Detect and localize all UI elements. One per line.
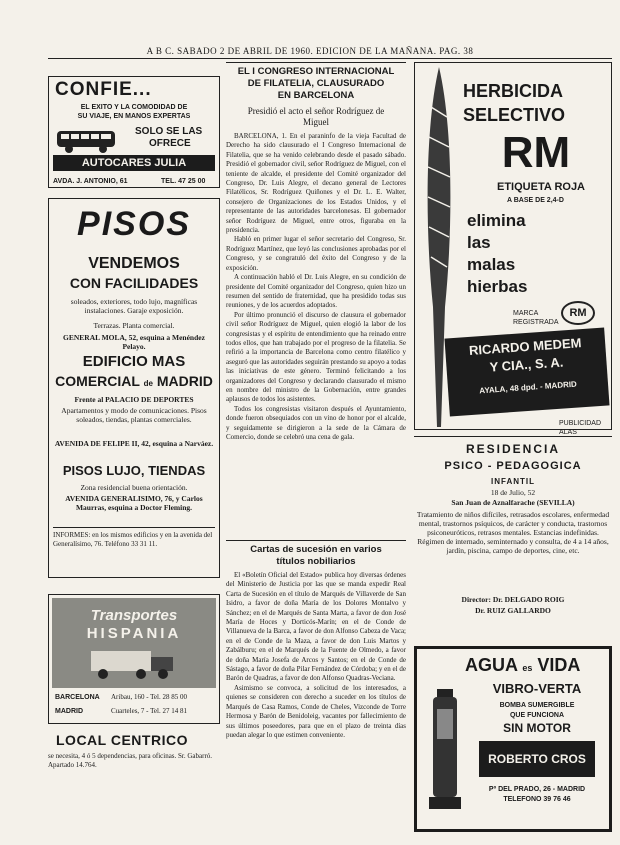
ad-residencia-director: Director: Dr. DELGADO ROIG xyxy=(461,595,565,604)
ad-agua-line4: SIN MOTOR xyxy=(503,721,571,735)
ad-pisos-headline4-a: COMERCIAL xyxy=(55,373,140,389)
ad-transportes-row2-text: Cuarteles, 7 - Tel. 27 14 81 xyxy=(111,707,187,715)
article1-headline3: EN BARCELONA xyxy=(277,90,355,101)
ad-herbicida xyxy=(414,62,612,436)
ad-herbicida-credit: PUBLICIDAD ALAS xyxy=(559,420,602,436)
ad-herbicida-slogan1: elimina xyxy=(467,211,526,230)
ad-residencia-title1: RESIDENCIA xyxy=(465,442,560,456)
ad-herbicida-label1: ETIQUETA ROJA xyxy=(497,181,586,193)
ad-herbicida-address: AYALA, 48 dpd. - MADRID xyxy=(479,379,578,396)
ad-residencia-title2: PSICO - PEDAGOGICA xyxy=(444,460,582,472)
ad-agua-title xyxy=(465,655,580,676)
pump-icon xyxy=(425,689,465,819)
ad-transportes-row2-city: MADRID xyxy=(55,708,83,715)
article-congreso xyxy=(226,66,406,536)
article1-p4: Por último pronunció el discurso de clausura el gobernador civil señor Rodríguez de Miguel, quien elogió la labor de los congresistas y el espíritu de entendimiento que ha reinado entre todos ellos, que han trabajado por el progreso de la filatelia. Se refirió a la importancia de Barcelona como centro filatélico y aseguró que las autoridades seguirán prestando su apoyo a todas las iniciativas de este género. Terminó felicitando a los organizadores del Congreso y declarando clausurado el mismo en nombre del ministro de la Gobernación, entre grandes aplausos de todos los asistentes. xyxy=(226,310,406,404)
ad-herbicida-company2: Y CIA., S. A. xyxy=(489,354,564,375)
ad-pisos-headline4 xyxy=(51,373,217,389)
ad-herbicida-label2: A BASE DE 2,4-D xyxy=(507,197,564,204)
article1-headline2: DE FILATELIA, CLAUSURADO xyxy=(247,78,385,89)
ad-residencia xyxy=(414,440,612,636)
ad-autocares-line4: OFRECE xyxy=(149,138,191,149)
ad-pisos-desc3: Frente al PALACIO DE DEPORTES xyxy=(74,395,194,404)
ad-pisos-headline4-c: MADRID xyxy=(156,373,213,389)
ad-autocares-line2: SU VIAJE, EN MANOS EXPERTAS xyxy=(77,113,191,120)
ad-residencia-address: 18 de Julio, 52 xyxy=(490,488,536,497)
article1-p3: A continuación habló el Dr. Luis Alegre, en su condición de presidente del Comité organizador del Congreso, quien hizo un resumen del sentido de fraternidad, que ha presidido todas sus reuniones, y de los acuerdos adoptados. xyxy=(226,273,406,310)
ad-pisos-addr1: GENERAL MOLA, 52, esquina a Menéndez Pelayo. xyxy=(63,333,205,351)
ad-pisos-desc4: Apartamentos y modo de comunicaciones. Pisos soleados, tiendas, plantas comerciales. xyxy=(61,406,207,424)
article1-p1: BARCELONA, 1. En el paraninfo de la vieja Facultad de Derecho ha sido clausurado el I Congreso Internacional de Filatelia, que se ha venido celebrando desde el pasado sábado. Presidió el gobernador civil, señor Rodríguez de Miguel, con el teniente de alcalde, el presidente del Comité organizador del Congreso, Dr. Luis Alegre, el decano general de Lectores Filatélicos, Sr. Rodríguez Quiñones y el Dr. L. E. Walter, consejero de Organizaciones de los Estados Unidos, y el representante de las autoridades barcelonesas. El gobernador señor Rodríguez de Miguel, entre otros, figuraba en la presidencia. xyxy=(226,132,406,235)
ad-agua-brand: ROBERTO CROS xyxy=(479,741,595,777)
article2-p1: El «Boletín Oficial del Estado» publica hoy diversas órdenes del Ministerio de Justicia por las que se manda expedir Real Carta de Sucesión en el título de Marqués de Villaverde de San Isidro, a favor de doña María de los Dolores Montalvo y Sánchez; en el de Marqués de Santa Marta, a favor de don José María de Hoces y Dorticós-Marín; en el de Conde de Villanueva de la Barca, a favor de don Alfonso Cabeza de Vaca; en el de Conde de la Maza, a favor de don Luis Martos y Zabálburu; en el de Marqués de la Fuente de Olmedo, a favor de doña María Josefa de Arcos y Santos; en el de Conde de Sástago, a favor de doña Pilar Fernández de Córdoba; y en el de Barón de Quadras, a favor de don Alfonso Quadras-Veciana. xyxy=(226,571,406,683)
ad-agua-line2: BOMBA SUMERGIBLE xyxy=(499,702,575,709)
ad-pisos-headline5: PISOS LUJO, TIENDAS xyxy=(62,463,206,478)
article1-p5: Todos los congresistas visitaron después el Ayuntamiento, donde fueron obsequiados con un vino de honor por el alcalde, y seguidamente se dirigieron a la sede de la Cámara de Comercio, donde se celebró una cena de gala. xyxy=(226,404,406,441)
ad-herbicida-title2: SELECTIVO xyxy=(463,105,566,125)
ad-autocares-phone: TEL. 47 25 00 xyxy=(161,178,206,185)
ad-herbicida-slogan4: hierbas xyxy=(467,277,528,296)
ad-agua-title2: VIDA xyxy=(537,655,581,675)
ad-agua-title-mid: es xyxy=(522,663,533,673)
ad-herbicida-slogan3: malas xyxy=(467,255,516,274)
ad-local-title: LOCAL CENTRICO xyxy=(56,732,188,748)
residencia-top-rule xyxy=(414,436,612,437)
ad-pisos-desc5: Zona residencial buena orientación. xyxy=(80,483,188,492)
ad-autocares-line1: EL EXITO Y LA COMODIDAD DE xyxy=(80,104,188,111)
article2-p2: Asimismo se convoca, a solicitud de los interesados, a quienes se consideren con derecho a suceder en los títulos de Marqués de Casa Ramos, Conde de Cheles, Vizconde de Torre Hermosa y Barón de Benidoleig, vacantes por fallecimiento de sus últimos poseedores, para que en el plazo de treinta días puedan alegar lo que estimen conveniente. xyxy=(226,683,406,739)
ad-herbicida-company1: RICARDO MEDEM xyxy=(468,335,582,358)
ad-agua xyxy=(414,646,612,832)
ad-herbicida-title1: HERBICIDA xyxy=(463,81,564,101)
article-cartas xyxy=(226,544,406,840)
article1-body xyxy=(226,132,406,442)
ad-agua-line1: VIBRO-VERTA xyxy=(492,681,582,696)
truck-icon xyxy=(89,647,179,681)
ad-agua-title1: AGUA xyxy=(465,655,518,675)
ad-local xyxy=(48,732,220,792)
ad-pisos-logo: PISOS xyxy=(77,205,191,243)
ad-pisos-divider xyxy=(53,527,215,528)
ad-pisos-headline4-b: de xyxy=(143,379,153,388)
ad-pisos-addr3: AVENIDA GENERALISIMO, 76, y Carlos Maurras, esquina a Doctor Fleming. xyxy=(65,494,203,512)
ad-autocares-address: AVDA. J. ANTONIO, 61 xyxy=(53,178,128,185)
ad-local-text: se necesita, 4 ó 5 dependencias, para oficinas. Sr. Gabarró. Apartado 14.764. xyxy=(48,752,213,769)
ad-residencia-name: INFANTIL xyxy=(491,477,535,486)
ad-transportes-brand-top: Transportes xyxy=(90,607,178,624)
ad-herbicida-company-box xyxy=(444,328,609,417)
ad-pisos-headline1: VENDEMOS xyxy=(88,255,180,272)
article2-headline2: títulos nobiliarios xyxy=(276,556,356,567)
ad-herbicida-slogan2: las xyxy=(467,233,491,252)
ad-herbicida-brand: RM xyxy=(501,128,571,177)
article1-subhead: Presidió el acto el señor Rodríguez de Miguel xyxy=(247,106,385,127)
ad-herbicida-mark-label: MARCA REGISTRADA xyxy=(513,310,559,326)
ad-pisos-headline3: EDIFICIO MAS xyxy=(82,353,186,370)
ad-agua-inner xyxy=(417,649,609,829)
ad-autocares-line3: SOLO SE LAS xyxy=(135,126,203,137)
ad-autocares xyxy=(48,76,220,188)
article2-headline1: Cartas de sucesión en varios xyxy=(250,544,382,555)
ad-residencia-text: Tratamiento de niños difíciles, retrasados escolares, enfermedad mental, trastornos psíquicos, de carácter y conducta, trastornos psiconeuróticos, retrasos mentales. Estancias indefinidas. Régimen de internado, seminternado y consulta, de 4 a 14 años, jardín, piscina, campo de deportes, cine, etc. xyxy=(416,510,610,555)
ad-pisos-info: INFORMES: en los mismos edificios y en la avenida del Generalísimo, 76. Teléfono 33 31 11. xyxy=(53,531,213,548)
ad-transportes-row1-city: BARCELONA xyxy=(55,694,100,701)
ad-agua-line3: QUE FUNCIONA xyxy=(509,712,565,719)
ad-autocares-title: CONFIE... xyxy=(55,79,152,100)
ad-transportes-row1-text: Aribau, 160 - Tel. 28 85 00 xyxy=(111,693,187,701)
ad-residencia-subdirector: Dr. RUIZ GALLARDO xyxy=(475,606,551,615)
ad-pisos xyxy=(48,198,220,578)
ad-pisos-desc1: soleados, exteriores, todo lujo, magníficas instalaciones. Garaje exposición. xyxy=(70,297,198,315)
ad-agua-address: Pº DEL PRADO, 26 - MADRID xyxy=(488,786,586,793)
ad-transportes xyxy=(48,594,220,724)
bus-icon xyxy=(55,125,119,155)
ad-autocares-brand: AUTOCARES JULIA xyxy=(53,155,215,171)
header-rule xyxy=(48,58,612,59)
ad-pisos-desc2: Terrazas. Planta comercial. xyxy=(93,321,175,330)
ad-agua-phone: TELEFONO 39 76 46 xyxy=(503,796,571,803)
ad-pisos-headline2: CON FACILIDADES xyxy=(69,275,199,291)
article1-headline1: EL I CONGRESO INTERNACIONAL xyxy=(237,66,395,77)
ad-herbicida-mark: RM xyxy=(561,301,595,325)
ad-residencia-place: San Juan de Aznalfarache (SEVILLA) xyxy=(451,498,575,507)
article1-p2: Habló en primer lugar el señor secretario del Congreso, Sr. Rodríguez Martínez, que leyó las conclusiones aprobadas por el Congreso, y se congratuló del éxito del Congreso y de la exposición. xyxy=(226,235,406,272)
article2-body xyxy=(226,571,406,740)
ad-pisos-addr2: AVENIDA DE FELIPE II, 42, esquina a Narváez. xyxy=(54,439,214,448)
ad-transportes-brand-bottom: HISPANIA xyxy=(86,625,182,642)
page-header: A B C. SABADO 2 DE ABRIL DE 1960. EDICION DE LA MAÑANA. PAG. 38 xyxy=(146,46,474,56)
article1-top-rule xyxy=(226,62,406,63)
article2-top-rule xyxy=(226,540,406,541)
